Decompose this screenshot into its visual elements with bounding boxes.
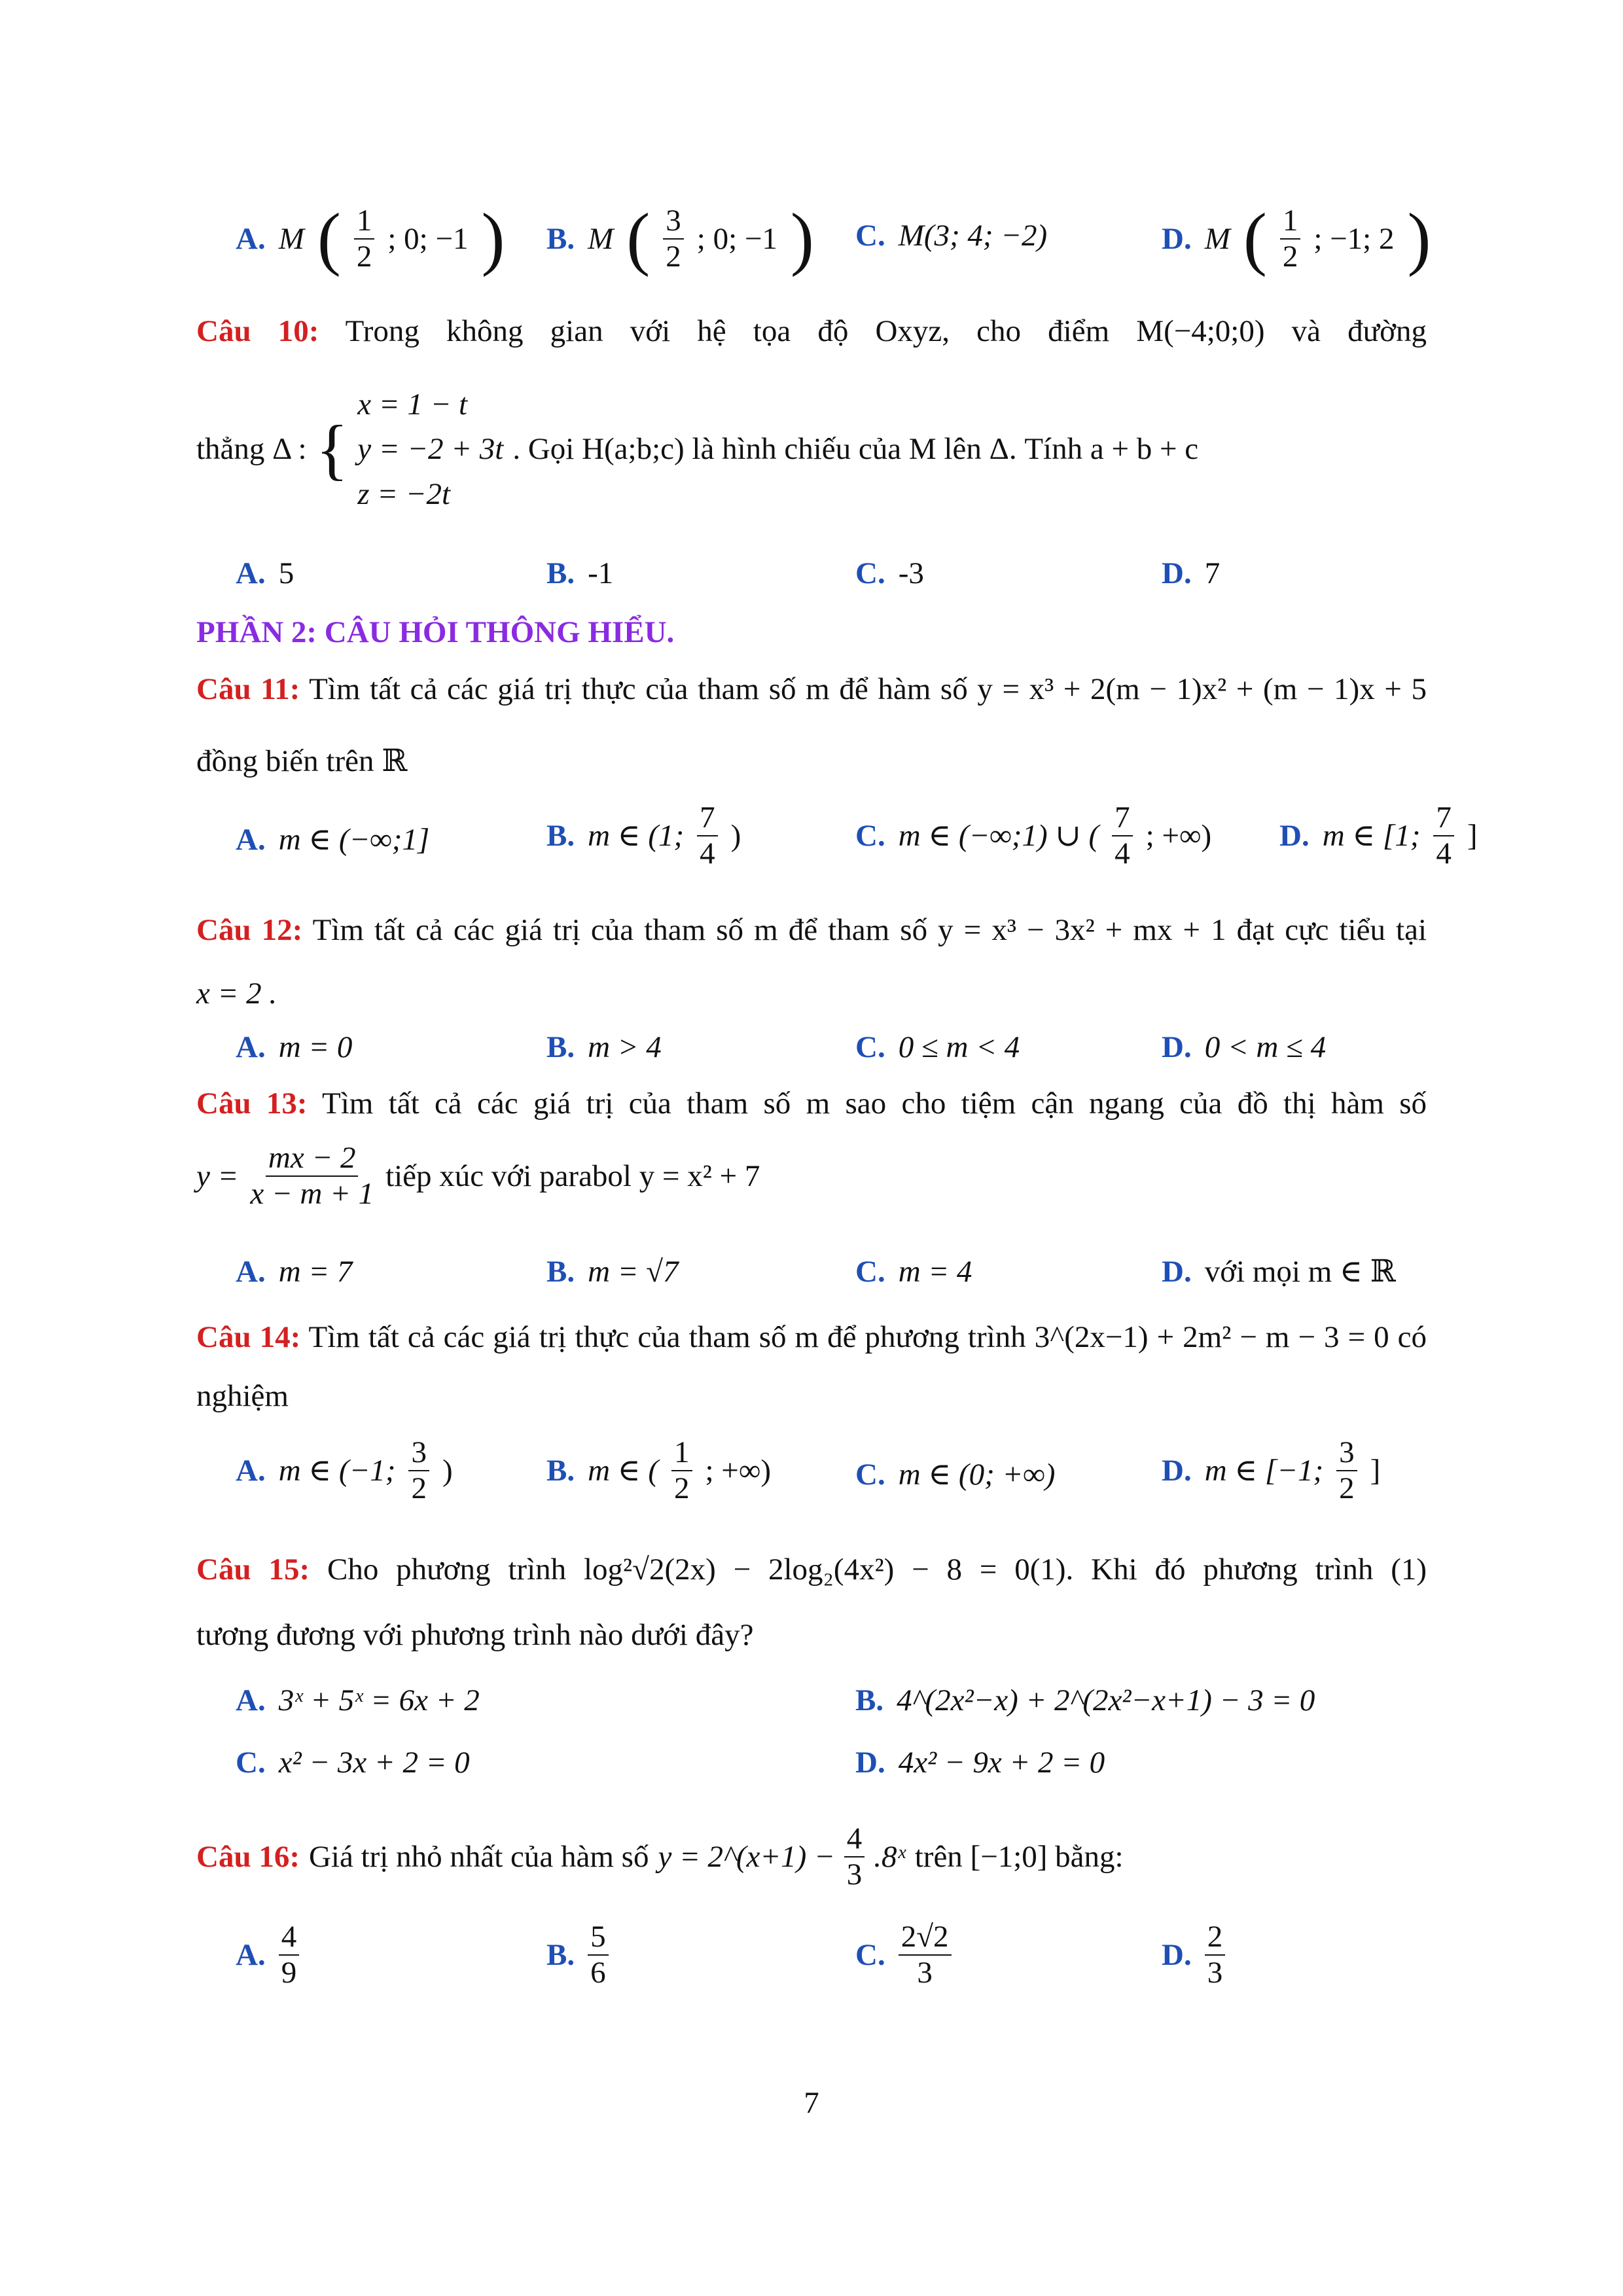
q14-line2: nghiệm	[196, 1379, 289, 1413]
q13-option-a[interactable]: A. m = 7	[236, 1255, 353, 1289]
q10-system: x = 1 − t y = −2 + 3t z = −2t	[357, 387, 504, 511]
q10-option-c[interactable]: C. -3	[855, 556, 924, 590]
q9-option-row	[196, 196, 1431, 278]
q14-option-d[interactable]: D. m ∈ [−1; $\frac{3}{2}$ ]	[1162, 1435, 1381, 1506]
q10-option-b[interactable]: B. -1	[546, 556, 614, 590]
q12-option-c[interactable]: C. 0 ≤ m < 4	[855, 1030, 1020, 1064]
q16-option-a[interactable]: A. $\frac{4}{9}$	[236, 1921, 299, 1990]
q12	[196, 912, 1427, 948]
q10-option-d[interactable]: D. 7	[1162, 556, 1221, 590]
q10-line2: thẳng Δ : { x = 1 − t y = −2 + 3t z = −2t . Gọi H(a;b;c) là hình chiếu của M lên Δ. Tính a + b + c	[196, 386, 1427, 512]
q15-text-line1: Câu 15: Cho phương trình log²√2(2x) − 2log₂(4x²) − 8 = 0(1). Khi đó phương trình (1)	[196, 1552, 1427, 1587]
section-heading: PHẦN 2: CÂU HỎI THÔNG HIỂU.	[196, 615, 675, 649]
q12-text-line1: Câu 12: Tìm tất cả các giá trị của tham số m để tham số y = x³ − 3x² + mx + 1 đạt cực tiểu tại	[196, 913, 1427, 947]
q10-text-line1: Câu 10: Trong không gian với hệ tọa độ Oxyz, cho điểm M(−4;0;0) và đường	[196, 314, 1427, 348]
q9-option-c[interactable]: C. M(3; 4; −2)	[855, 219, 1048, 253]
q11-option-d[interactable]: D. m ∈ [1; $\frac{7}{4}$ ]	[1279, 800, 1478, 871]
q9-option-a[interactable]: A. M ( $\frac{1}{2}$ ; 0; −1 )	[236, 200, 505, 278]
q15-line2: tương đương với phương trình nào dưới đây?	[196, 1618, 754, 1652]
q13-option-b[interactable]: B. m = √7	[546, 1255, 679, 1289]
q15-option-a[interactable]: A. 3ˣ + 5ˣ = 6x + 2	[236, 1683, 480, 1717]
q12-option-d[interactable]: D. 0 < m ≤ 4	[1162, 1030, 1327, 1064]
q9-option-d[interactable]: D. M ( $\frac{1}{2}$ ; −1; 2 )	[1162, 200, 1431, 278]
q10	[196, 313, 1427, 350]
q16-option-d[interactable]: D. $\frac{2}{3}$	[1162, 1921, 1225, 1990]
q15-option-c[interactable]: C. x² − 3x + 2 = 0	[236, 1746, 470, 1780]
q13	[196, 1085, 1427, 1122]
q14-option-a[interactable]: A. m ∈ (−1; $\frac{3}{2}$ )	[236, 1435, 453, 1506]
q15-option-b[interactable]: B. 4^(2x²−x) + 2^(2x²−x+1) − 3 = 0	[855, 1683, 1315, 1717]
q16-option-b[interactable]: B. $\frac{5}{6}$	[546, 1921, 609, 1990]
q12-option-b[interactable]: B. m > 4	[546, 1030, 662, 1064]
page-number: 7	[804, 2086, 819, 2120]
q10-option-a[interactable]: A. 5	[236, 556, 294, 590]
q11-text-line1: Câu 11: Tìm tất cả các giá trị thực của tham số m để hàm số y = x³ + 2(m − 1)x² + (m − 1)x + 5	[196, 672, 1427, 706]
q14	[196, 1319, 1427, 1355]
q11	[196, 671, 1427, 708]
q15	[196, 1551, 1427, 1588]
q12-line2: x = 2 .	[196, 977, 277, 1011]
q16: Câu 16: Giá trị nhỏ nhất của hàm số y = 2^(x+1) − $\frac{4}{3}$ .8ˣ trên [−1;0] bằng:	[196, 1821, 1124, 1892]
q13-text-line1: Câu 13: Tìm tất cả các giá trị của tham số m sao cho tiệm cận ngang của đồ thị hàm số	[196, 1086, 1427, 1121]
q16-fraction: $\frac{4}{3}$	[844, 1823, 865, 1892]
q13-fraction: $\frac{mx - 2}{x - m + 1}$	[250, 1141, 374, 1211]
q11-option-b[interactable]: B. m ∈ (1; $\frac{7}{4}$ )	[546, 800, 741, 871]
q14-option-b[interactable]: B. m ∈ ( $\frac{1}{2}$ ; +∞)	[546, 1435, 771, 1506]
q14-text-line1: Câu 14: Tìm tất cả các giá trị thực của tham số m để phương trình 3^(2x−1) + 2m² − m − 3 = 0 có	[196, 1320, 1427, 1354]
q13-option-c[interactable]: C. m = 4	[855, 1255, 972, 1289]
q13-line2: y = $\frac{mx - 2}{x - m + 1}$ tiếp xúc với parabol y = x² + 7	[196, 1141, 760, 1211]
q16-option-c[interactable]: C. $\frac{2√2}{3}$	[855, 1921, 952, 1990]
q14-option-c[interactable]: C. m ∈ (0; +∞)	[855, 1458, 1056, 1492]
q12-option-a[interactable]: A. m = 0	[236, 1030, 353, 1064]
q11-option-c[interactable]: C. m ∈ (−∞;1) ∪ ( $\frac{7}{4}$ ; +∞)	[855, 800, 1212, 871]
q9-option-b[interactable]: B. M ( $\frac{3}{2}$ ; 0; −1 )	[546, 200, 814, 278]
q11-line2: đồng biến trên ℝ	[196, 744, 408, 778]
q11-option-a[interactable]: A. m ∈ (−∞;1]	[236, 823, 430, 857]
q15-option-d[interactable]: D. 4x² − 9x + 2 = 0	[855, 1746, 1105, 1780]
q13-option-d[interactable]: D. với mọi m ∈ ℝ	[1162, 1255, 1396, 1289]
